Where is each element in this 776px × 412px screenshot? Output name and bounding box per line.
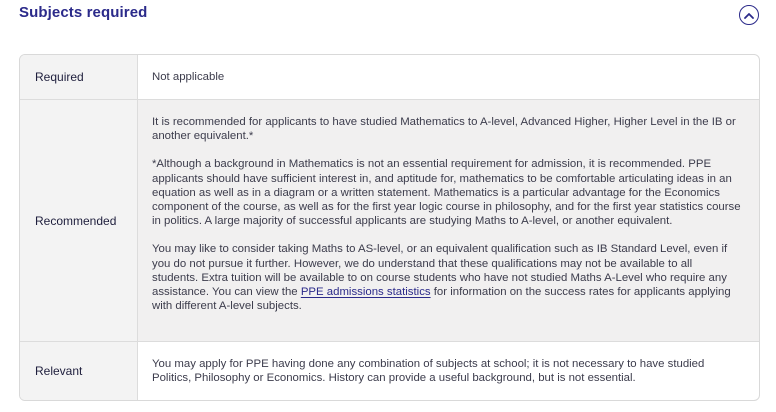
row-value — [138, 100, 759, 341]
table-row-required — [20, 55, 759, 100]
table-row-recommended — [20, 100, 759, 342]
paragraph-text: You may like to consider taking Maths to AS-level, or an equivalent qualification such as IB Standard Level, even if you do not pursue it further. However, we do understand that these qualifications may not be available to all students. Extra tuition will be available to on course students who have not studied Maths A-Level who require any assistance. You can view the — [152, 243, 728, 299]
row-label: Required — [20, 55, 138, 99]
table-row-relevant — [20, 342, 759, 400]
section-header — [0, 0, 776, 32]
relevant-text: You may apply for PPE having done any combination of subjects at school; it is not necessary to have studied Politics, Philosophy or Economics. History can provide a useful background, but is not essential. — [152, 357, 705, 384]
required-text: Not applicable — [152, 70, 225, 83]
chevron-up-icon — [744, 12, 754, 19]
recommended-paragraph-1: It is recommended for applicants to have studied Mathematics to A-level, Advanced Higher, Higher Level in the IB or another equivalent.* — [152, 116, 736, 143]
recommended-paragraph-2: *Although a background in Mathematics is not an essential requirement for admission, it is recommended. PPE applicants should have sufficient interest in, and aptitude for, mathematics to be comfortable articulating ideas in an equation as well as in a diagram or a written statement. Mathematics is a particular advantage for the Economics component of the course, as well as for the first year logic course in philosophy, and for the first year statistics course in politics. A large majority of successful applicants are studying Maths to A-level, or another equivalent. — [152, 158, 741, 228]
paragraph-text: for information on the success rates for applicants applying with different A-level subjects. — [152, 286, 731, 313]
collapse-button[interactable] — [739, 5, 759, 25]
row-label: Recommended — [20, 100, 138, 341]
row-value — [138, 55, 759, 99]
section-title: Subjects required — [19, 4, 148, 21]
row-label: Relevant — [20, 342, 138, 400]
recommended-paragraph-3 — [152, 242, 741, 313]
row-value — [138, 342, 759, 400]
subjects-table — [19, 54, 760, 401]
admissions-statistics-link[interactable]: PPE admissions statistics — [300, 286, 431, 299]
